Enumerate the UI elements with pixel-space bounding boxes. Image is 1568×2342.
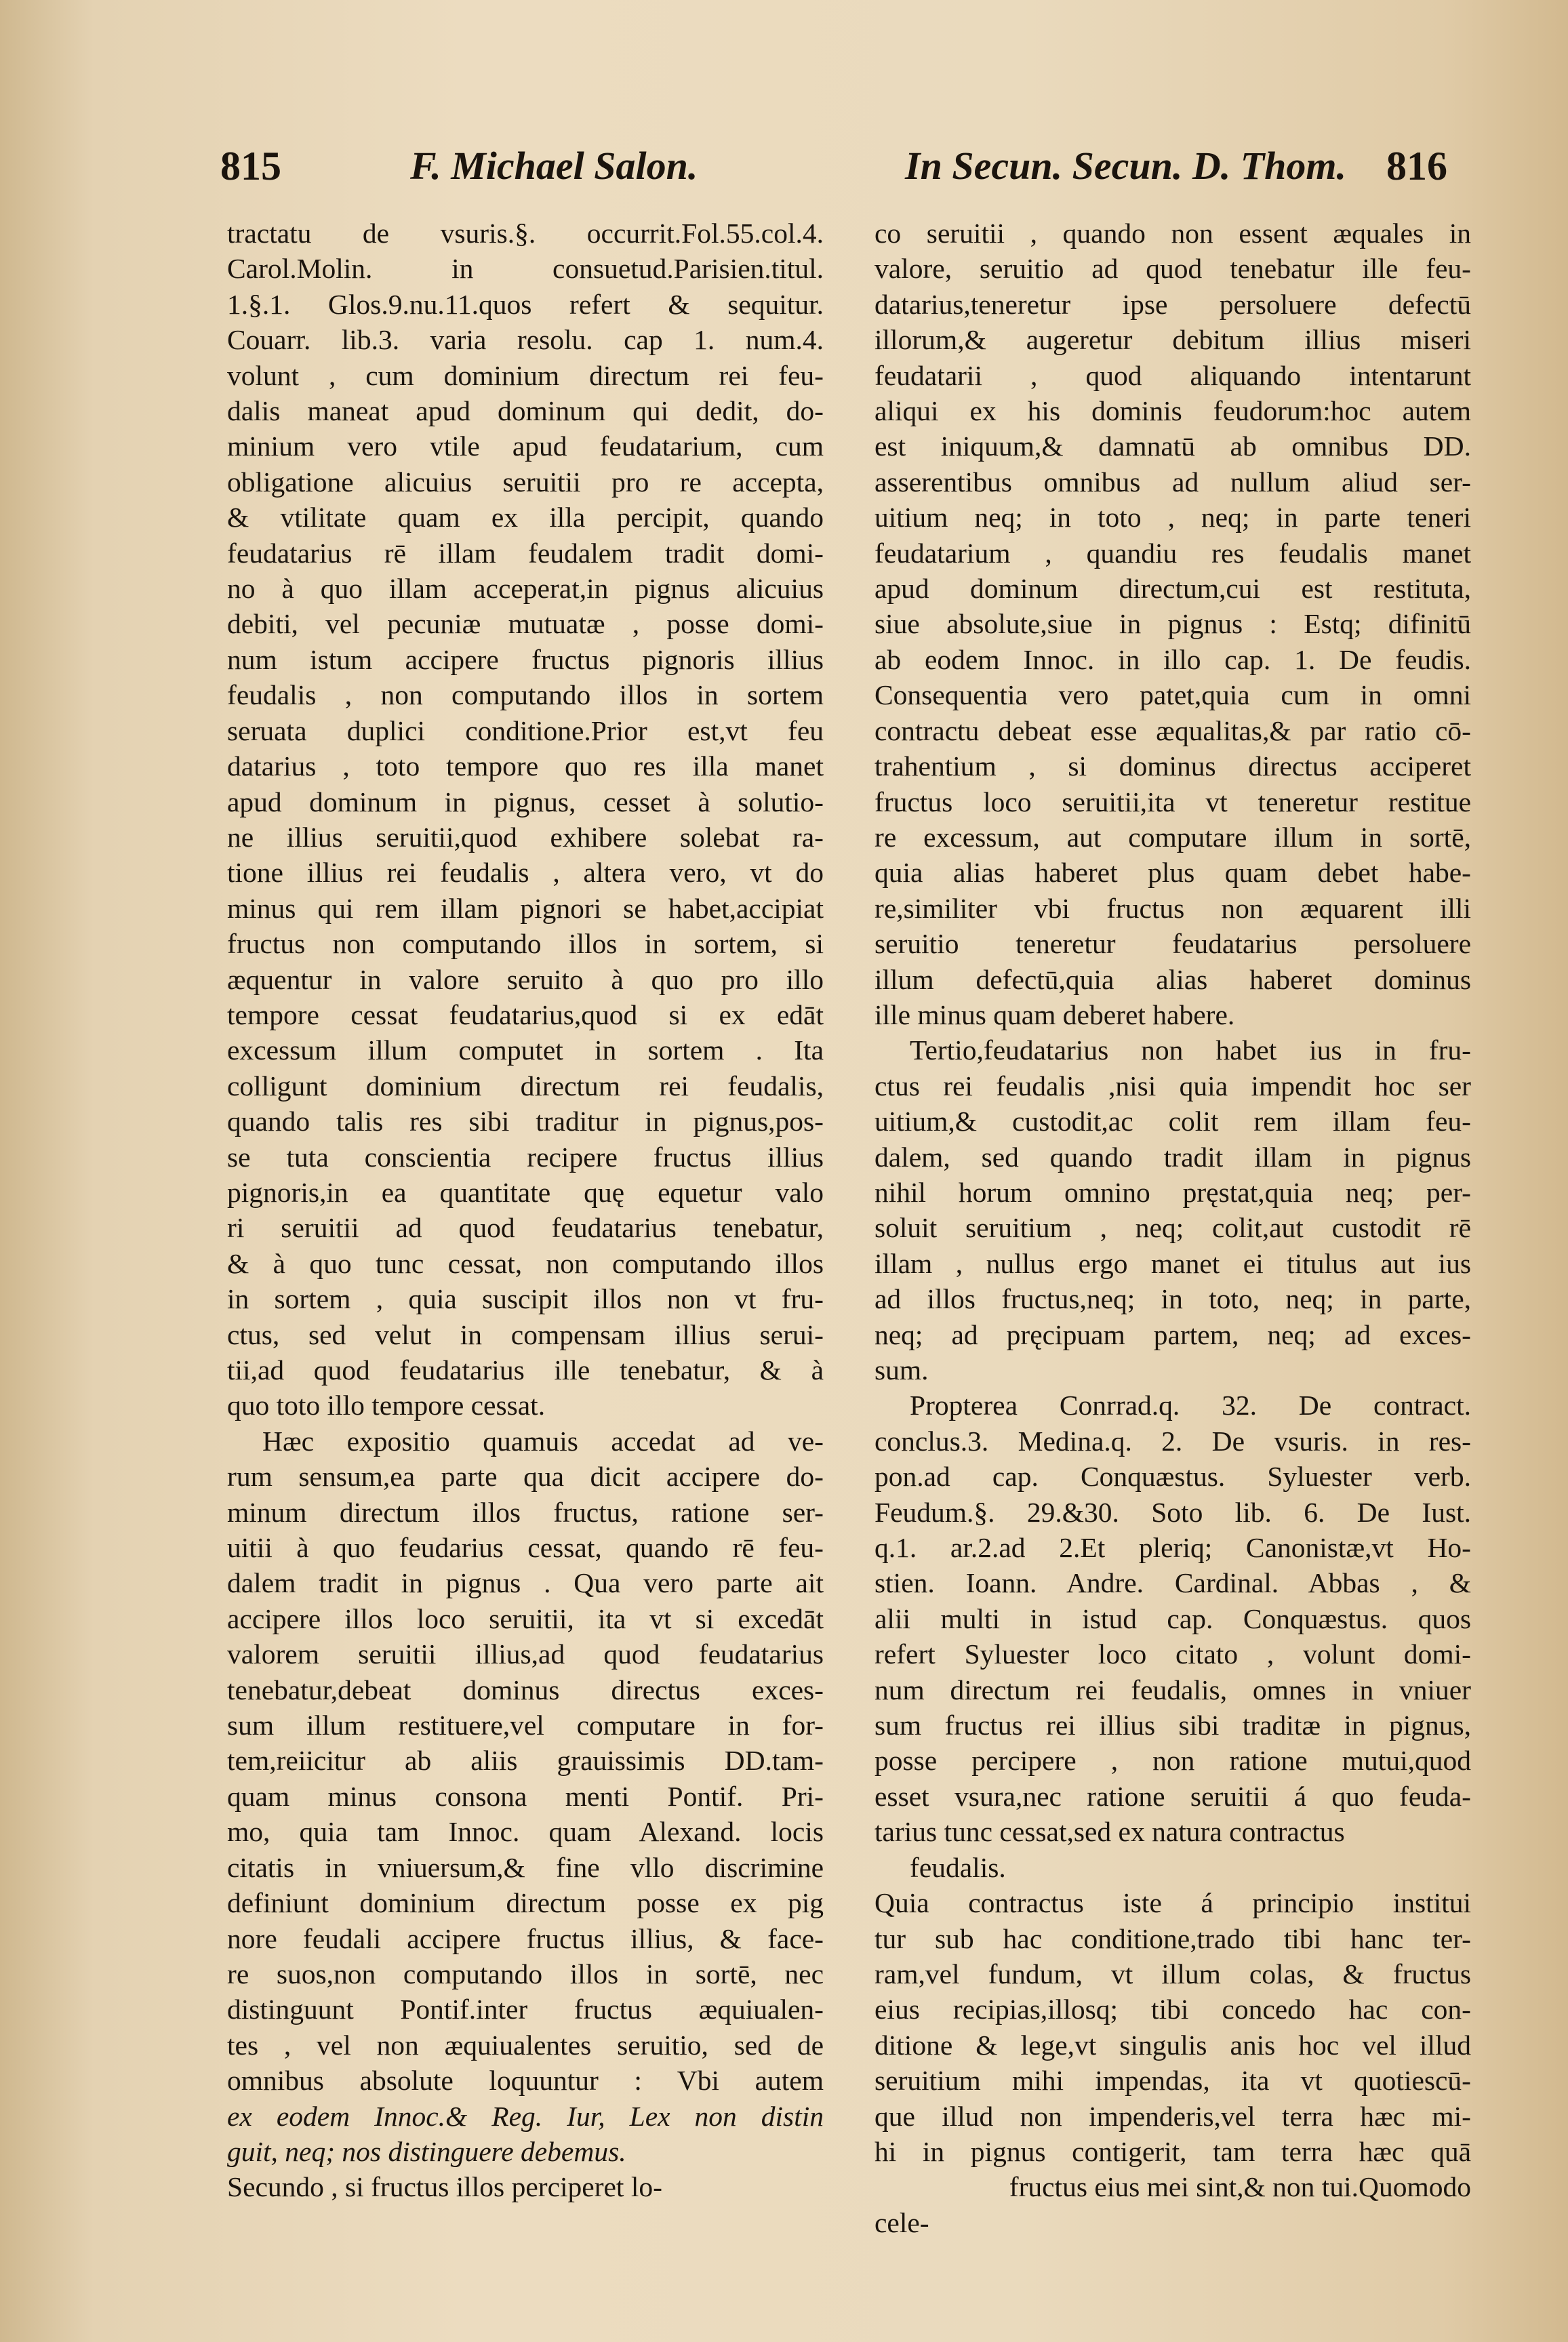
text-line: pon.ad cap. Conquæstus. Syluester verb.	[875, 1461, 1471, 1493]
running-header	[0, 139, 1568, 200]
text-line: siue absolute,siue in pignus : Estq; difinitū	[875, 608, 1471, 640]
text-line: neq; ad pręcipuam partem, neq; ad exces-	[875, 1318, 1471, 1350]
text-line: Carol.Molin. in consuetud.Parisien.titul.	[227, 253, 824, 285]
text-line: 1.§.1. Glos.9.nu.11.quos refert & sequitur.	[227, 288, 824, 320]
text-line: volunt , cum dominium directum rei feu-	[227, 359, 824, 391]
text-line: feudalis.	[910, 1851, 1006, 1883]
text-line: sum fructus rei illius sibi traditæ in pignus,	[875, 1710, 1471, 1741]
page-number-right: 816	[1386, 144, 1447, 188]
text-column-right	[875, 216, 1471, 2240]
text-line: ex eodem Innoc.& Reg. Iur, Lex non distin	[227, 2100, 824, 2132]
text-line: seruitium mihi impendas, ita vt quotiescū-	[875, 2065, 1471, 2097]
text-line: refert Syluester loco citato , volunt domi-	[875, 1638, 1471, 1670]
text-line: ctus, sed velut in compensam illius serui-	[227, 1318, 824, 1350]
text-line: nore feudali accipere fructus illius, & face-	[227, 1922, 824, 1954]
text-line: guit, neq; nos distinguere debemus.	[227, 2135, 626, 2167]
text-line: tarius tunc cessat,sed ex natura contractus	[875, 1816, 1345, 1848]
text-line: dalem, sed quando tradit illam in pignus	[875, 1141, 1471, 1173]
text-line: ctus rei feudalis ,nisi quia impendit hoc ser	[875, 1070, 1471, 1102]
text-line: tii,ad quod feudatarius ille tenebatur, & à	[227, 1354, 824, 1386]
text-line: accipere illos loco seruitii, ita vt si excedāt	[227, 1602, 824, 1634]
text-line: obligatione alicuius seruitii pro re accepta,	[227, 466, 824, 498]
text-line: stien. Ioann. Andre. Cardinal. Abbas , &	[875, 1567, 1471, 1599]
text-line: contractu debeat esse æqualitas,& par ratio cō-	[875, 714, 1471, 746]
text-line: pignoris,in ea quantitate quę equetur valo	[227, 1176, 824, 1208]
text-line: ne illius seruitii,quod exhibere solebat ra-	[227, 821, 824, 853]
text-line: quo toto illo tempore cessat.	[227, 1390, 546, 1421]
text-line: apud dominum directum,cui est restituta,	[875, 573, 1471, 605]
text-line: minum directum illos fructus, ratione ser-	[227, 1496, 824, 1528]
text-line: Quia contractus iste á principio institui	[875, 1887, 1471, 1919]
text-line: nihil horum omnino pręstat,quia neq; per-	[875, 1176, 1471, 1208]
text-line: ille minus quam deberet habere.	[875, 998, 1235, 1030]
text-line: rum sensum,ea parte qua dicit accipere do-	[227, 1461, 824, 1493]
text-line: uitium neq; in toto , neq; in parte teneri	[875, 502, 1471, 533]
text-line: illam , nullus ergo manet ei titulus aut ius	[875, 1247, 1471, 1279]
text-line: co seruitii , quando non essent æquales in	[875, 218, 1471, 249]
text-line: quando talis res sibi traditur in pignus,pos-	[227, 1106, 824, 1137]
text-line: distinguunt Pontif.inter fructus æquiualen-	[227, 1994, 824, 2025]
text-line: aliqui ex his dominis feudorum:hoc autem	[875, 395, 1471, 427]
text-line: fructus non computando illos in sortem, si	[227, 928, 824, 960]
text-line: mo, quia tam Innoc. quam Alexand. locis	[227, 1816, 824, 1848]
text-line: ditione & lege,vt singulis anis hoc vel illud	[875, 2029, 1471, 2061]
running-head-left: F. Michael Salon.	[410, 144, 698, 188]
text-line: que illud non impenderis,vel terra hæc mi-	[875, 2100, 1471, 2132]
text-line: æquentur in valore seruito à quo pro illo	[227, 963, 824, 995]
text-line: sum.	[875, 1354, 929, 1386]
text-line: q.1. ar.2.ad 2.Et pleriq; Canonistæ,vt Ho-	[875, 1532, 1471, 1564]
text-line: tione illius rei feudalis , altera vero, vt do	[227, 857, 824, 889]
page-number-left: 815	[220, 144, 281, 188]
text-line: omnibus absolute loquuntur : Vbi autem	[227, 2065, 824, 2097]
text-line: est iniquum,& damnatū ab omnibus DD.	[875, 430, 1471, 462]
text-line: alii multi in istud cap. Conquæstus. quos	[875, 1602, 1471, 1634]
text-line: Tertio,feudatarius non habet ius in fru-	[910, 1034, 1471, 1066]
text-line: debiti, vel pecuniæ mutuatæ , posse domi-	[227, 608, 824, 640]
text-line: uitium,& custodit,ac colit rem illam feu-	[875, 1106, 1471, 1137]
text-line: asserentibus omnibus ad nullum aliud ser-	[875, 466, 1471, 498]
text-line: fructus eius mei sint,& non tui.Quomodo	[1009, 2171, 1471, 2203]
running-head-right: In Secun. Secun. D. Thom.	[905, 144, 1347, 188]
text-column-left	[227, 216, 824, 2205]
text-line: dalis maneat apud dominum qui dedit, do-	[227, 395, 824, 427]
text-line: cele-	[875, 2206, 929, 2238]
text-line: datarius,teneretur ipse persoluere defectū	[875, 288, 1471, 320]
text-line: hi in pignus contigerit, tam terra hæc quā	[875, 2135, 1471, 2167]
text-line: feudatarius rē illam feudalem tradit domi-	[227, 537, 824, 569]
text-line: tractatu de vsuris.§. occurrit.Fol.55.col.4.	[227, 218, 824, 249]
text-line: re,similiter vbi fructus non æquarent illi	[875, 892, 1471, 924]
text-line: ab eodem Innoc. in illo cap. 1. De feudis.	[875, 643, 1471, 675]
text-line: definiunt dominium directum posse ex pig	[227, 1887, 824, 1919]
text-line: excessum illum computet in sortem . Ita	[227, 1034, 824, 1066]
text-line: quia alias haberet plus quam debet habe-	[875, 857, 1471, 889]
text-line: tenebatur,debeat dominus directus exces-	[227, 1674, 824, 1705]
text-line: feudatarium , quandiu res feudalis manet	[875, 537, 1471, 569]
text-line: valore, seruitio ad quod tenebatur ille feu-	[875, 253, 1471, 285]
text-line: apud dominum in pignus, cesset à solutio-	[227, 786, 824, 817]
text-line: Consequentia vero patet,quia cum in omni	[875, 679, 1471, 711]
text-line: fructus loco seruitii,ita vt teneretur restitue	[875, 786, 1471, 817]
text-line: Couarr. lib.3. varia resolu. cap 1. num.4.	[227, 324, 824, 356]
text-line: tem,reiicitur ab aliis grauissimis DD.tam-	[227, 1745, 824, 1777]
text-line: in sortem , quia suscipit illos non vt fru-	[227, 1283, 824, 1315]
text-line: num istum accipere fructus pignoris illius	[227, 643, 824, 675]
text-line: num directum rei feudalis, omnes in vniuer	[875, 1674, 1471, 1705]
text-line: illum defectū,quia alias haberet dominus	[875, 963, 1471, 995]
text-line: Secundo , si fructus illos perciperet lo-	[227, 2171, 662, 2203]
text-line: re excessum, aut computare illum in sortē,	[875, 821, 1471, 853]
text-line: posse percipere , non ratione mutui,quod	[875, 1745, 1471, 1777]
text-line: tes , vel non æquiualentes seruitio, sed de	[227, 2029, 824, 2061]
text-line: & à quo tunc cessat, non computando illos	[227, 1247, 824, 1279]
text-line: sum illum restituere,vel computare in for-	[227, 1710, 824, 1741]
text-line: ram,vel fundum, vt illum colas, & fructus	[875, 1958, 1471, 1990]
text-line: eius recipias,illosq; tibi concedo hac con-	[875, 1994, 1471, 2025]
text-line: dalem tradit in pignus . Qua vero parte ait	[227, 1567, 824, 1599]
text-line: colligunt dominium directum rei feudalis,	[227, 1070, 824, 1102]
text-line: feudatarii , quod aliquando intentarunt	[875, 359, 1471, 391]
text-line: ad illos fructus,neq; in toto, neq; in parte,	[875, 1283, 1471, 1315]
text-line: tempore cessat feudatarius,quod si ex edāt	[227, 998, 824, 1030]
text-line: conclus.3. Medina.q. 2. De vsuris. in res-	[875, 1425, 1471, 1457]
text-line: minus qui rem illam pignori se habet,accipiat	[227, 892, 824, 924]
text-line: datarius , toto tempore quo res illa manet	[227, 750, 824, 782]
text-line: valorem seruitii illius,ad quod feudatarius	[227, 1638, 824, 1670]
text-line: Propterea Conrrad.q. 32. De contract.	[910, 1390, 1471, 1421]
text-line: Feudum.§. 29.&30. Soto lib. 6. De Iust.	[875, 1496, 1471, 1528]
text-line: uitii à quo feudarius cessat, quando rē feu-	[227, 1532, 824, 1564]
text-line: quam minus consona menti Pontif. Pri-	[227, 1780, 824, 1812]
text-line: illorum,& augeretur debitum illius miseri	[875, 324, 1471, 356]
text-line: trahentium , si dominus directus acciperet	[875, 750, 1471, 782]
text-line: se tuta conscientia recipere fructus illius	[227, 1141, 824, 1173]
text-line: esset vsura,nec ratione seruitii á quo feuda-	[875, 1780, 1471, 1812]
text-line: citatis in vniuersum,& fine vllo discrimine	[227, 1851, 824, 1883]
text-line: feudalis , non computando illos in sortem	[227, 679, 824, 711]
text-line: no à quo illam acceperat,in pignus alicuius	[227, 573, 824, 605]
text-line: Hæc expositio quamuis accedat ad ve-	[262, 1425, 824, 1457]
text-line: seruata duplici conditione.Prior est,vt feu	[227, 714, 824, 746]
text-line: tur sub hac conditione,trado tibi hanc ter-	[875, 1922, 1471, 1954]
text-line: minium vero vtile apud feudatarium, cum	[227, 430, 824, 462]
text-line: ri seruitii ad quod feudatarius tenebatur,	[227, 1212, 824, 1244]
text-line: seruitio teneretur feudatarius persoluere	[875, 928, 1471, 960]
text-line: re suos,non computando illos in sortē, nec	[227, 1958, 824, 1990]
text-line: & vtilitate quam ex illa percipit, quando	[227, 502, 824, 533]
text-line: soluit seruitium , neq; colit,aut custodit rē	[875, 1212, 1471, 1244]
